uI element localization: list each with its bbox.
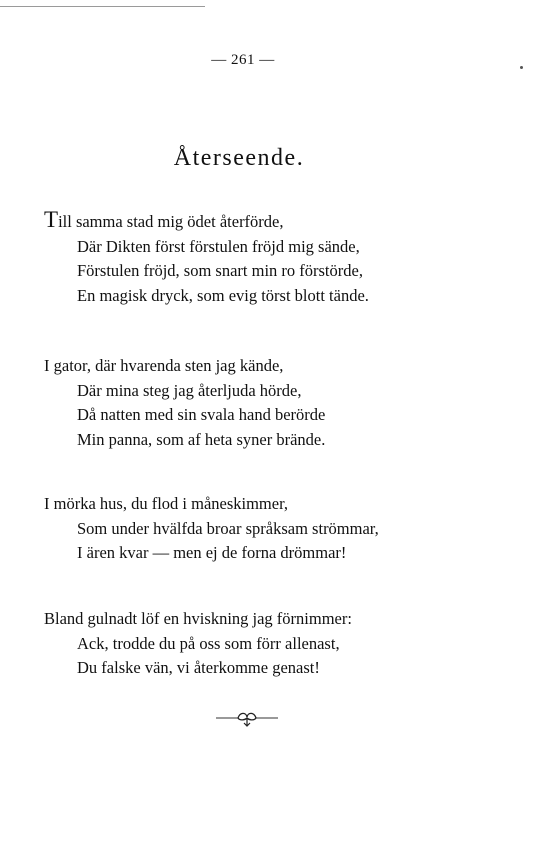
initial-letter: T <box>44 207 59 232</box>
poem-line <box>44 207 464 235</box>
print-speck <box>520 66 523 69</box>
first-line-text: ill samma stad mig ödet återförde, <box>58 212 284 231</box>
poem-line: I gator, där hvarenda sten jag kände, <box>44 356 284 375</box>
poem-line: Ack, trodde du på oss som förr allenast, <box>77 633 340 653</box>
top-rule <box>0 6 205 7</box>
poem-line: Där Dikten först förstulen fröjd mig sände, <box>77 236 360 256</box>
stanza-4 <box>44 607 464 681</box>
poem-line: I mörka hus, du flod i måneskimmer, <box>44 494 289 513</box>
ornament-icon <box>216 706 278 730</box>
poem-line: Där mina steg jag återljuda hörde, <box>77 380 302 400</box>
poem-title: Återseende. <box>173 145 305 171</box>
stanza-2 <box>44 354 464 452</box>
poem-line: Förstulen fröjd, som snart min ro förstörde, <box>77 261 363 280</box>
poem-line: Du falske vän, vi återkomme genast! <box>77 658 320 677</box>
poem-line: Bland gulnadt löf en hviskning jag förnimmer: <box>44 609 352 628</box>
poem-line: En magisk dryck, som evig törst blott tände. <box>77 285 369 305</box>
stanza-3 <box>44 492 464 566</box>
poem-line: Som under hvälfda broar språksam strömmar, <box>77 518 379 538</box>
page-number: — 261 — <box>211 52 275 68</box>
poem-line: Min panna, som af heta syner brände. <box>77 429 326 449</box>
stanza-1 <box>44 207 464 308</box>
poem-line: I ären kvar — men ej de forna drömmar! <box>77 543 347 562</box>
poem-line: Då natten med sin svala hand berörde <box>77 405 326 424</box>
